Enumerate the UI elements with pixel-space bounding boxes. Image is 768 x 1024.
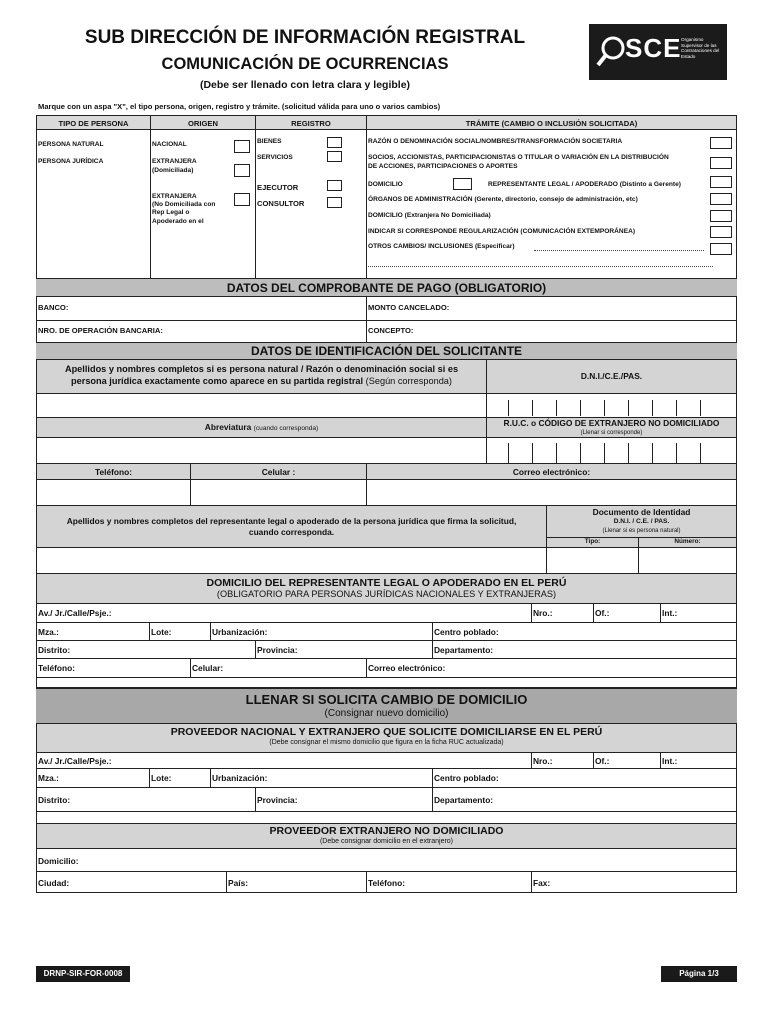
tramite-dom-extr-label: DOMICILIO (Extranjera No Domiciliada) xyxy=(368,212,491,219)
page-number: Página 1/3 xyxy=(661,966,737,982)
registro-bienes-label: BIENES xyxy=(257,138,282,145)
dom-rep-centro-label: Centro poblado: xyxy=(434,627,499,637)
ruc-input[interactable] xyxy=(487,439,736,463)
registro-bienes-checkbox[interactable] xyxy=(327,137,342,148)
dom-rep-int-label: Int.: xyxy=(662,608,678,618)
tramite-domicilio-checkbox[interactable] xyxy=(453,178,472,190)
tramite-razon-checkbox[interactable] xyxy=(710,137,732,149)
pago-monto-label: MONTO CANCELADO: xyxy=(368,303,450,312)
dom-rep-correo-label: Correo electrónico: xyxy=(368,663,446,673)
registro-servicios-checkbox[interactable] xyxy=(327,151,342,162)
cambio-provincia-label: Provincia: xyxy=(257,795,298,805)
documento-numero-input[interactable] xyxy=(639,549,736,573)
cambio-lote-label: Lote: xyxy=(151,773,172,783)
registro-servicios-label: SERVICIOS xyxy=(257,154,293,161)
form-title: SUB DIRECCIÓN DE INFORMACIÓN REGISTRAL xyxy=(84,27,526,48)
cambio-ciudad-label: Ciudad: xyxy=(38,878,70,888)
dom-rep-nro-label: Nro.: xyxy=(533,608,553,618)
solicitante-correo-label: Correo electrónico: xyxy=(512,467,591,477)
proveedor-nacional-hint: (Debe consignar el mismo domicilio que figura en la ficha RUC actualizada) xyxy=(269,739,504,746)
logo-text: SCE xyxy=(625,33,682,63)
origen-extranjera-sub: (Domiciliada) xyxy=(152,167,194,174)
dom-rep-urb-label: Urbanización: xyxy=(212,627,268,637)
proveedor-extranjero-hint: (Debe consignar domicilio en el extranjero) xyxy=(319,838,454,845)
domicilio-rep-subtitle: (OBLIGATORIO PARA PERSONAS JURÍDICAS NACIONALES Y EXTRANJERAS) xyxy=(216,589,557,599)
solicitante-dni-label: D.N.I./C.E./PAS. xyxy=(580,371,643,381)
tramite-otros-label: OTROS CAMBIOS/ INCLUSIONES (Especificar) xyxy=(368,243,515,250)
tramite-organos-checkbox[interactable] xyxy=(710,193,732,205)
solicitante-nombres-hint: (Según corresponda) xyxy=(365,376,452,386)
tramite-otros-checkbox[interactable] xyxy=(710,243,732,255)
solicitante-celular-label: Celular : xyxy=(261,467,296,477)
origen-nodom-checkbox[interactable] xyxy=(234,193,250,206)
form-subtitle: COMUNICACIÓN DE OCURRENCIAS xyxy=(161,55,449,73)
tramite-socios-label: SOCIOS, ACCIONISTAS, PARTICIPACIONISTAS O TITULAR O VARIACIÓN EN LA DISTRIBUCIÓN xyxy=(368,154,669,161)
pago-title: DATOS DEL COMPROBANTE DE PAGO (OBLIGATORIO) xyxy=(226,281,547,295)
documento-tipo-label: Tipo: xyxy=(584,538,601,545)
origen-nacional-checkbox[interactable] xyxy=(234,140,250,153)
representante-label: Apellidos y nombres completos del representante legal o apoderado de la persona jurídica que firma la solicitud, xyxy=(66,516,517,526)
proveedor-extranjero-title: PROVEEDOR EXTRANJERO NO DOMICILIADO xyxy=(269,825,504,837)
cambio-pais-label: País: xyxy=(228,878,249,888)
registro-consultor-checkbox[interactable] xyxy=(327,197,342,208)
abreviatura-input[interactable] xyxy=(37,439,486,463)
tramite-dom-extr-checkbox[interactable] xyxy=(710,210,732,222)
dom-rep-provincia-label: Provincia: xyxy=(257,645,298,655)
abreviatura-hint: (cuando corresponda) xyxy=(253,425,319,432)
cambio-telefono-label: Teléfono: xyxy=(368,878,406,888)
cambio-fax-label: Fax: xyxy=(533,878,551,888)
solicitante-telefono-input[interactable] xyxy=(37,481,190,505)
pago-banco-label: BANCO: xyxy=(38,303,69,312)
tramite-socios-line2: DE ACCIONES, PARTICIPACIONES O APORTES xyxy=(368,163,518,170)
cambio-of-label: Of.: xyxy=(595,756,610,766)
solicitante-nombres-label: Apellidos y nombres completos si es persona natural / Razón o denominación social si es xyxy=(64,364,459,374)
documento-numero-label: Número: xyxy=(674,538,701,545)
dom-rep-celular-label: Celular: xyxy=(192,663,224,673)
documento-identidad-types: D.N.I. / C.E. / PAS. xyxy=(613,518,670,525)
dom-rep-distrito-label: Distrito: xyxy=(38,645,71,655)
tramite-representante-label: REPRESENTANTE LEGAL / APODERADO (Distinto a Gerente) xyxy=(488,181,681,188)
origen-extranjera-label: EXTRANJERA xyxy=(152,158,197,165)
tramite-socios-checkbox[interactable] xyxy=(710,157,732,169)
cambio-int-label: Int.: xyxy=(662,756,678,766)
cambio-urb-label: Urbanización: xyxy=(212,773,268,783)
cambio-nro-label: Nro.: xyxy=(533,756,553,766)
solicitante-correo-input[interactable] xyxy=(367,481,736,505)
representante-label-2: cuando corresponda. xyxy=(248,527,335,537)
origen-nodom-line3: Rep Legal o xyxy=(152,209,190,216)
solicitante-celular-input[interactable] xyxy=(191,481,366,505)
col-tipo-persona: TIPO DE PERSONA xyxy=(58,119,129,128)
documento-tipo-input[interactable] xyxy=(547,549,638,573)
dom-rep-of-label: Of.: xyxy=(595,608,610,618)
form-note: (Debe ser llenado con letra clara y legible) xyxy=(199,79,411,91)
solicitante-nombres-label-2: persona jurídica exactamente como aparece en su partida registral (Según corresponda) xyxy=(71,376,452,386)
documento-identidad-hint: (Llenar si es persona natural) xyxy=(602,528,681,534)
tipo-juridica-label: PERSONA JURÍDICA xyxy=(38,158,104,165)
cambio-av-label: Av./ Jr./Calle/Psje.: xyxy=(38,756,112,766)
registro-ejecutor-label: EJECUTOR xyxy=(257,183,299,192)
col-registro: REGISTRO xyxy=(291,119,331,128)
tramite-organos-label: ÓRGANOS DE ADMINISTRACIÓN (Gerente, directorio, consejo de administración, etc) xyxy=(368,196,638,203)
dom-rep-av-label: Av./ Jr./Calle/Psje.: xyxy=(38,608,112,618)
instruction-text: Marque con un aspa "X", el tipo persona, origen, registro y trámite. (solicitud válida para uno o varios cambios) xyxy=(38,102,441,111)
origen-nodom-line4: Apoderado en el xyxy=(152,218,204,225)
pago-concepto-label: CONCEPTO: xyxy=(368,326,414,335)
solicitante-dni-input[interactable] xyxy=(487,394,736,416)
tipo-natural-label: PERSONA NATURAL xyxy=(38,141,104,148)
col-origen: ORIGEN xyxy=(188,119,218,128)
origen-nacional-label: NACIONAL xyxy=(152,141,187,148)
magnifier-icon xyxy=(595,34,629,70)
cambio-departamento-label: Departamento: xyxy=(434,795,494,805)
domicilio-rep-title: DOMICILIO DEL REPRESENTANTE LEGAL O APODERADO EN EL PERÚ xyxy=(206,577,567,589)
origen-nodom-label: EXTRANJERA xyxy=(152,193,197,200)
cambio-domicilio-label: Domicilio: xyxy=(38,856,79,866)
tramite-razon-label: RAZÓN O DENOMINACIÓN SOCIAL/NOMBRES/TRANSFORMACIÓN SOCIETARIA xyxy=(368,138,623,145)
representante-input[interactable] xyxy=(37,549,546,573)
abreviatura-label: Abreviatura (cuando corresponda) xyxy=(204,422,319,432)
dom-rep-telefono-label: Teléfono: xyxy=(38,663,76,673)
ruc-hint: (Llenar si corresponde) xyxy=(580,430,643,436)
ruc-label: R.U.C. o CÓDIGO DE EXTRANJERO NO DOMICILIADO xyxy=(503,418,720,428)
solicitante-title: DATOS DE IDENTIFICACIÓN DEL SOLICITANTE xyxy=(250,344,523,358)
tramite-indicar-checkbox[interactable] xyxy=(710,226,732,238)
tramite-indicar-label: INDICAR SI CORRESPONDE REGULARIZACIÓN (COMUNICACIÓN EXTEMPORÁNEA) xyxy=(368,228,636,235)
cambio-mza-label: Mza.: xyxy=(38,773,59,783)
registro-consultor-label: CONSULTOR xyxy=(257,199,305,208)
origen-extranjera-checkbox[interactable] xyxy=(234,164,250,177)
col-tramite: TRÁMITE (CAMBIO O INCLUSIÓN SOLICITADA) xyxy=(465,119,638,128)
tramite-domicilio-label: DOMICILIO xyxy=(368,181,403,188)
osce-logo xyxy=(589,24,727,80)
proveedor-nacional-title: PROVEEDOR NACIONAL Y EXTRANJERO QUE SOLICITE DOMICILIARSE EN EL PERÚ xyxy=(170,726,603,738)
tramite-otros-line-2[interactable] xyxy=(368,266,713,267)
registro-ejecutor-checkbox[interactable] xyxy=(327,180,342,191)
dom-rep-mza-label: Mza.: xyxy=(38,627,59,637)
cambio-distrito-label: Distrito: xyxy=(38,795,71,805)
form-code: DRNP-SIR-FOR-0008 xyxy=(36,966,130,982)
tramite-otros-line[interactable] xyxy=(534,250,704,251)
pago-operacion-label: NRO. DE OPERACIÓN BANCARIA: xyxy=(38,326,163,335)
cambio-subtitle: (Consignar nuevo domicilio) xyxy=(324,708,449,719)
cambio-centro-label: Centro poblado: xyxy=(434,773,499,783)
solicitante-telefono-label: Teléfono: xyxy=(94,467,133,477)
tramite-representante-checkbox[interactable] xyxy=(710,176,732,188)
documento-identidad-title: Documento de Identidad xyxy=(592,507,691,517)
solicitante-nombres-input[interactable] xyxy=(37,394,486,416)
dom-rep-departamento-label: Departamento: xyxy=(434,645,494,655)
origen-nodom-line2: (No Domiciliada con xyxy=(152,201,216,208)
logo-caption: Organismo Supervisor de las Contrataciones del Estado xyxy=(681,37,720,59)
cambio-title: LLENAR SI SOLICITA CAMBIO DE DOMICILIO xyxy=(245,692,528,707)
dom-rep-lote-label: Lote: xyxy=(151,627,172,637)
